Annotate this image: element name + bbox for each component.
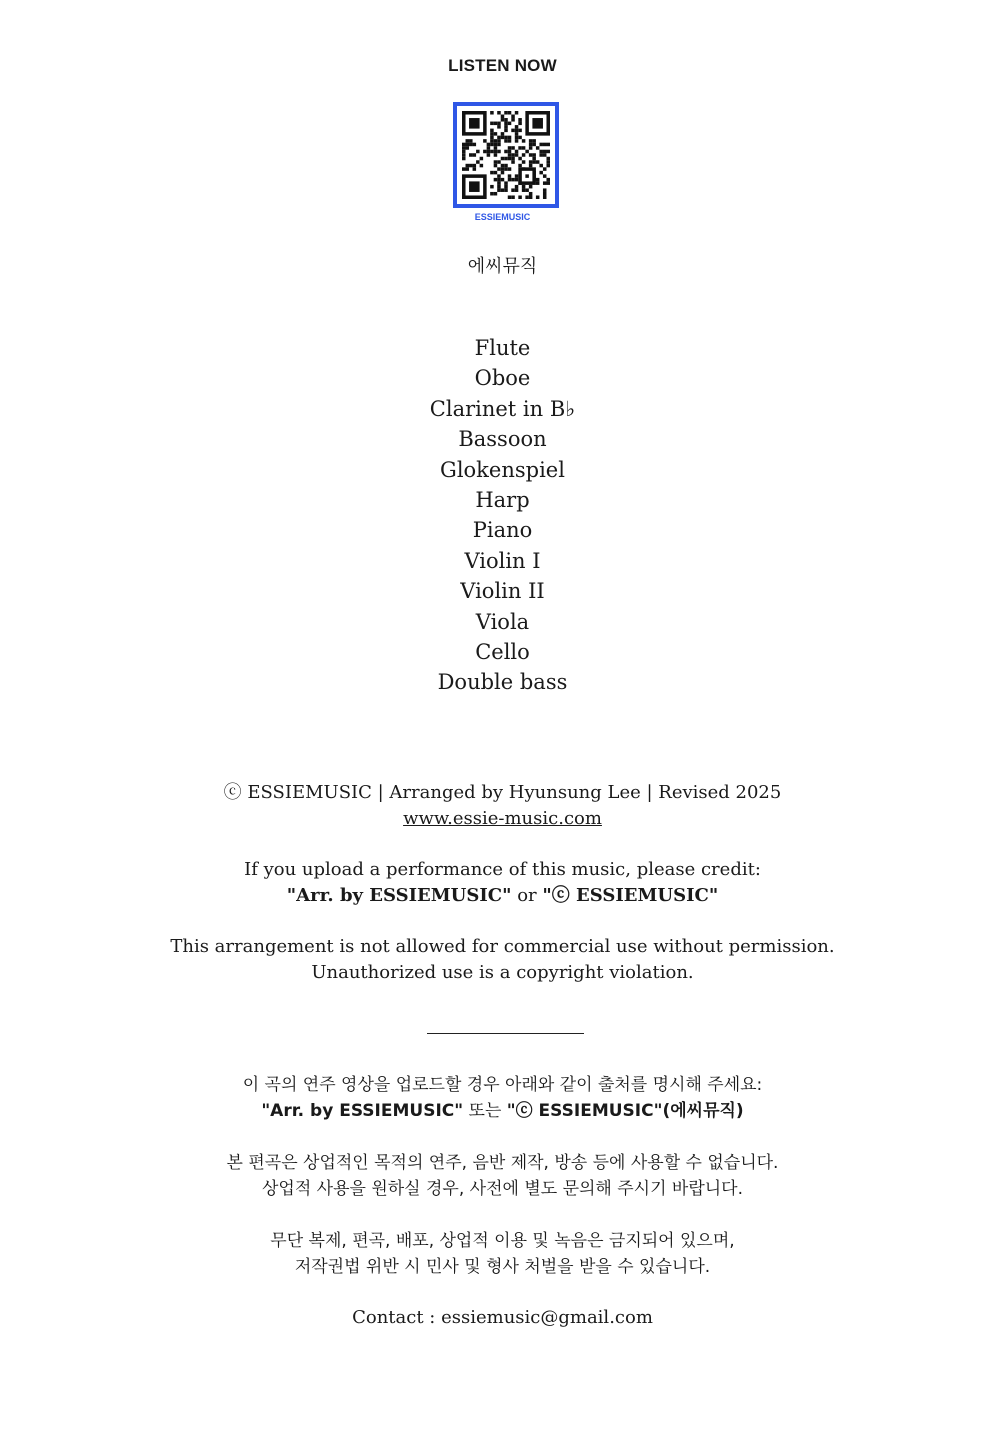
credit-or-en: or	[511, 885, 543, 906]
instrument-item: Cello	[475, 639, 530, 664]
credit-option-arr: "Arr. by ESSIEMUSIC"	[286, 885, 512, 906]
instrument-item: Glokenspiel	[440, 457, 565, 482]
credit-options-kr	[0, 1098, 1005, 1124]
divider	[427, 1033, 584, 1034]
brand-name-korean: 에씨뮤직	[467, 256, 538, 277]
credit-options-en	[0, 883, 1005, 909]
instrument-list	[0, 333, 1005, 698]
commercial-notice-kr-2: 상업적 사용을 원하실 경우, 사전에 별도 문의해 주시기 바랍니다.	[261, 1179, 743, 1199]
credit-or-kr: 또는	[463, 1101, 507, 1121]
credit-intro-en: If you upload a performance of this music, please credit:	[244, 859, 761, 880]
credit-option-copyright: "ⓒ ESSIEMUSIC"	[542, 885, 719, 906]
instrument-item: Violin I	[464, 548, 541, 573]
copyright-line: ⓒ ESSIEMUSIC | Arranged by Hyunsung Lee | Revised 2025	[223, 782, 782, 803]
commercial-notice-en-2: Unauthorized use is a copyright violation.	[311, 962, 694, 983]
prohibition-notice-kr-1: 무단 복제, 편곡, 배포, 상업적 이용 및 녹음은 금지되어 있으며,	[270, 1231, 735, 1251]
instrument-item: Piano	[472, 518, 533, 543]
credit-option-arr-kr: "Arr. by ESSIEMUSIC"	[261, 1101, 464, 1121]
commercial-notice-kr-1: 본 편곡은 상업적인 목적의 연주, 음반 제작, 방송 등에 사용할 수 없습니다.	[226, 1153, 779, 1173]
prohibition-notice-kr-2: 저작권법 위반 시 민사 및 형사 처벌을 받을 수 있습니다.	[294, 1257, 711, 1277]
instrument-item: Flute	[474, 336, 531, 360]
instrument-item: Violin II	[460, 579, 545, 604]
contact-line[interactable]: Contact : essiemusic@gmail.com	[352, 1307, 653, 1328]
commercial-notice-en-1: This arrangement is not allowed for commercial use without permission.	[170, 936, 835, 957]
instrument-item: Bassoon	[458, 427, 547, 452]
instrument-item: Oboe	[474, 366, 531, 391]
credit-intro-kr: 이 곡의 연주 영상을 업로드할 경우 아래와 같이 출처를 명시해 주세요:	[242, 1075, 763, 1095]
instrument-item: Viola	[475, 609, 530, 634]
qr-code[interactable]	[453, 102, 559, 208]
credit-option-copyright-kr: "ⓒ ESSIEMUSIC"(에씨뮤직)	[506, 1101, 744, 1121]
instrument-item: Harp	[475, 487, 530, 512]
listen-now-heading: LISTEN NOW	[448, 56, 557, 75]
qr-brand-label: ESSIEMUSIC	[474, 212, 531, 222]
qr-code-icon	[457, 106, 555, 204]
instrument-item: Clarinet in B♭	[429, 396, 576, 421]
website-link-row	[0, 806, 1005, 832]
instrument-item: Double bass	[437, 670, 568, 695]
website-link[interactable]: www.essie-music.com	[403, 808, 602, 829]
